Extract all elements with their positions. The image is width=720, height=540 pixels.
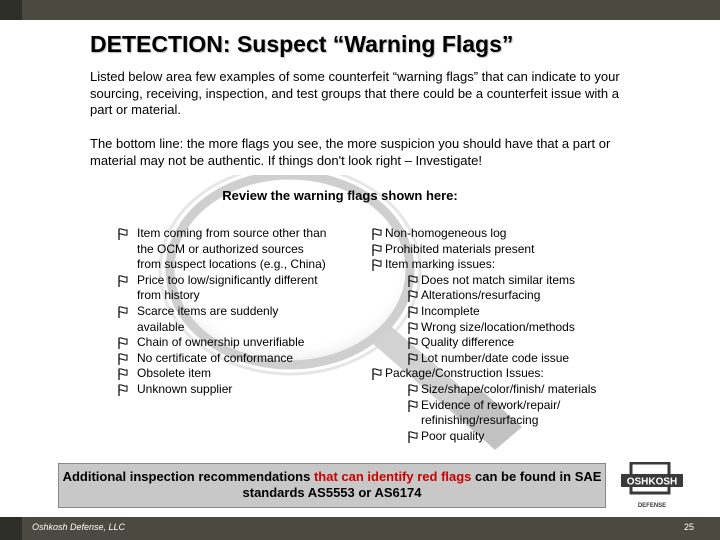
flag-icon (371, 244, 383, 256)
flag-icon (407, 337, 419, 349)
flag-icon (117, 368, 129, 380)
flag-icon (371, 259, 383, 271)
right-flag-subitem (407, 335, 631, 351)
logo-brand: OSHKOSH (626, 476, 678, 488)
flag-item-text: Quality difference (421, 335, 515, 350)
logo-sub: DEFENSE (637, 503, 667, 509)
flag-icon (371, 368, 383, 380)
bottom-bar-accent (0, 517, 22, 540)
flag-item-text: Item marking issues: (385, 257, 496, 272)
flag-icon (407, 290, 419, 302)
review-heading: Review the warning flags shown here: (222, 188, 458, 203)
flag-item-text: Alterations/resurfacing (421, 288, 541, 303)
flag-item-text: Price too low/significantly different from history (137, 272, 318, 303)
bottom-line-paragraph: The bottom line: the more flags you see, the more suspicion you should have that a part or material may not be authentic. If things don't look right – Investigate! (90, 136, 611, 168)
right-flag-item (371, 226, 631, 242)
slide-title: DETECTION: Suspect “Warning Flags” (90, 31, 514, 57)
flag-icon (407, 306, 419, 318)
flag-item-text: Obsolete item (137, 366, 212, 381)
flag-icon (371, 228, 383, 240)
flag-icon (117, 337, 129, 349)
left-flag-item (117, 226, 327, 273)
flag-item-text: Unknown supplier (137, 381, 233, 396)
flag-item-text: Poor quality (421, 428, 485, 443)
flag-item-text: Chain of ownership unverifiable (137, 335, 305, 350)
callout-box (58, 463, 606, 508)
callout-text: Additional inspection recommendations (62, 469, 314, 484)
flag-item-text: Non-homogeneous log (385, 226, 507, 240)
flag-icon (117, 306, 129, 318)
flag-item-text: Item coming from source other than the OCM or authorized sources from suspect locations (e.g., China) (137, 226, 327, 272)
flag-item-text: No certificate of conformance (137, 350, 294, 365)
flag-item-text: Evidence of rework/repair/ refinishing/resurfacing (421, 397, 561, 428)
flag-item-text: Lot number/date code issue (421, 350, 570, 365)
right-flag-subitem (407, 304, 631, 320)
right-flag-item (371, 242, 631, 258)
left-flag-list (117, 226, 327, 398)
right-flag-subitem (407, 429, 631, 445)
flag-item-text: Wrong size/location/methods (421, 319, 575, 334)
flag-icon (407, 400, 419, 412)
flag-item-text: Prohibited materials present (385, 241, 535, 256)
right-flag-subitem (407, 320, 631, 336)
left-flag-item (117, 335, 327, 351)
left-flag-item (117, 273, 327, 304)
callout-highlight: that can identify red flags (313, 469, 472, 484)
callout-text-end: can be found in SAE standards AS5553 or AS6174 (242, 469, 602, 500)
top-bar-accent (0, 0, 22, 20)
flag-item-text: Does not match similar items (421, 272, 576, 287)
flag-icon (407, 275, 419, 287)
intro-paragraph: Listed below area few examples of some counterfeit “warning flags” that can indicate to your sourcing, receiving, inspection, and test groups that there could be a counterfeit issue with a part or material. (90, 69, 620, 117)
right-flag-subitem (407, 273, 631, 289)
left-flag-item (117, 366, 327, 382)
flag-icon (407, 322, 419, 334)
left-flag-item (117, 304, 327, 335)
flag-icon (117, 353, 129, 365)
flag-item-text: Incomplete (421, 303, 480, 318)
flag-item-text: Scarce items are suddenly available (137, 303, 279, 334)
flag-item-text: Package/Construction Issues: (385, 366, 544, 381)
page-number: 25 (683, 522, 694, 532)
right-flag-subitem (407, 288, 631, 304)
right-flag-item (371, 366, 631, 382)
flag-icon (117, 384, 129, 396)
right-flag-subitem (407, 398, 631, 429)
flag-icon (407, 384, 419, 396)
right-flag-subitem (407, 351, 631, 367)
top-bar (0, 0, 720, 20)
right-flag-subitem (407, 382, 631, 398)
left-flag-item (117, 382, 327, 398)
flag-icon (407, 353, 419, 365)
footer-company: Oshkosh Defense, LLC (32, 522, 126, 532)
oshkosh-defense-logo (617, 462, 687, 512)
flag-icon (117, 228, 129, 240)
right-flag-list (371, 226, 631, 444)
flag-icon (117, 275, 129, 287)
flag-item-text: Size/shape/color/finish/ materials (421, 381, 597, 396)
right-flag-item (371, 257, 631, 273)
left-flag-item (117, 351, 327, 367)
flag-icon (407, 431, 419, 443)
